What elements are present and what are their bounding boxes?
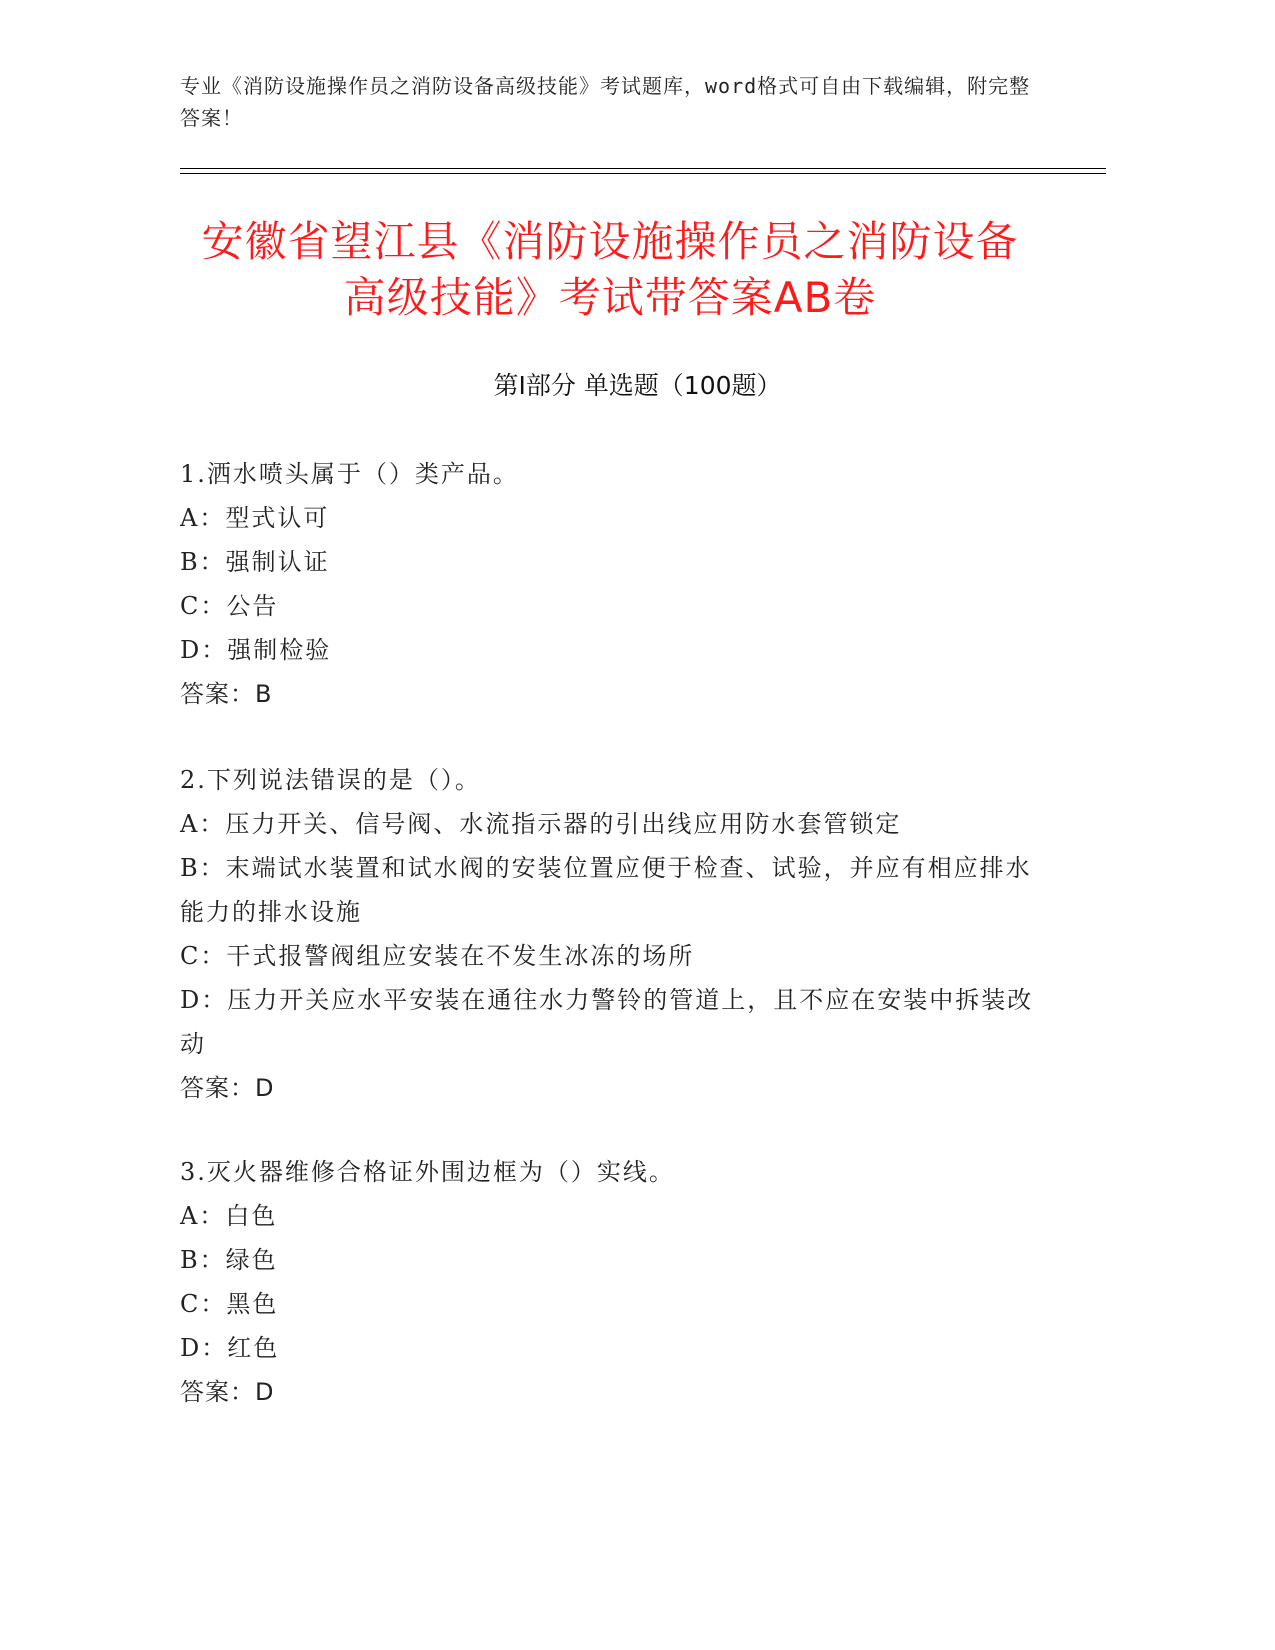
document-title-line-2: 高级技能》考试带答案AB卷 — [343, 273, 877, 322]
question-1 — [180, 452, 1040, 716]
option-a: A：压力开关、信号阀、水流指示器的引出线应用防水套管锁定 — [180, 810, 902, 838]
option-b: B：绿色 — [180, 1246, 278, 1274]
answer: 答案：D — [180, 1074, 275, 1102]
document-title-line-1: 安徽省望江县《消防设施操作员之消防设备 — [201, 217, 1019, 266]
header-note: 专业《消防设施操作员之消防设备高级技能》考试题库，word格式可自由下载编辑，附完整答案！ — [180, 74, 1031, 130]
option-d: D：红色 — [180, 1334, 280, 1362]
document-title — [160, 214, 1060, 326]
question-stem: 1.洒水喷头属于（）类产品。 — [180, 460, 519, 488]
answer: 答案：D — [180, 1378, 275, 1406]
header-divider — [180, 168, 1106, 169]
option-a: A：白色 — [180, 1202, 278, 1230]
question-2 — [180, 758, 1040, 1110]
question-stem: 3.灭火器维修合格证外围边框为（）实线。 — [180, 1158, 675, 1186]
question-3 — [180, 1150, 1040, 1414]
question-stem: 2.下列说法错误的是（）。 — [180, 766, 481, 794]
option-d: D：强制检验 — [180, 636, 332, 664]
option-c: C：公告 — [180, 592, 279, 620]
header-divider-secondary — [180, 173, 1106, 174]
option-b: B：末端试水装置和试水阀的安装位置应便于检查、试验，并应有相应排水能力的排水设施 — [180, 854, 1032, 926]
option-d: D：压力开关应水平安装在通往水力警铃的管道上，且不应在安装中拆装改动 — [180, 986, 1034, 1058]
option-c: C：干式报警阀组应安装在不发生冰冻的场所 — [180, 942, 695, 970]
answer: 答案：B — [180, 680, 273, 708]
section-heading: 第Ⅰ部分 单选题（100题） — [493, 371, 782, 400]
option-c: C：黑色 — [180, 1290, 279, 1318]
option-b: B：强制认证 — [180, 548, 330, 576]
option-a: A：型式认可 — [180, 504, 330, 532]
